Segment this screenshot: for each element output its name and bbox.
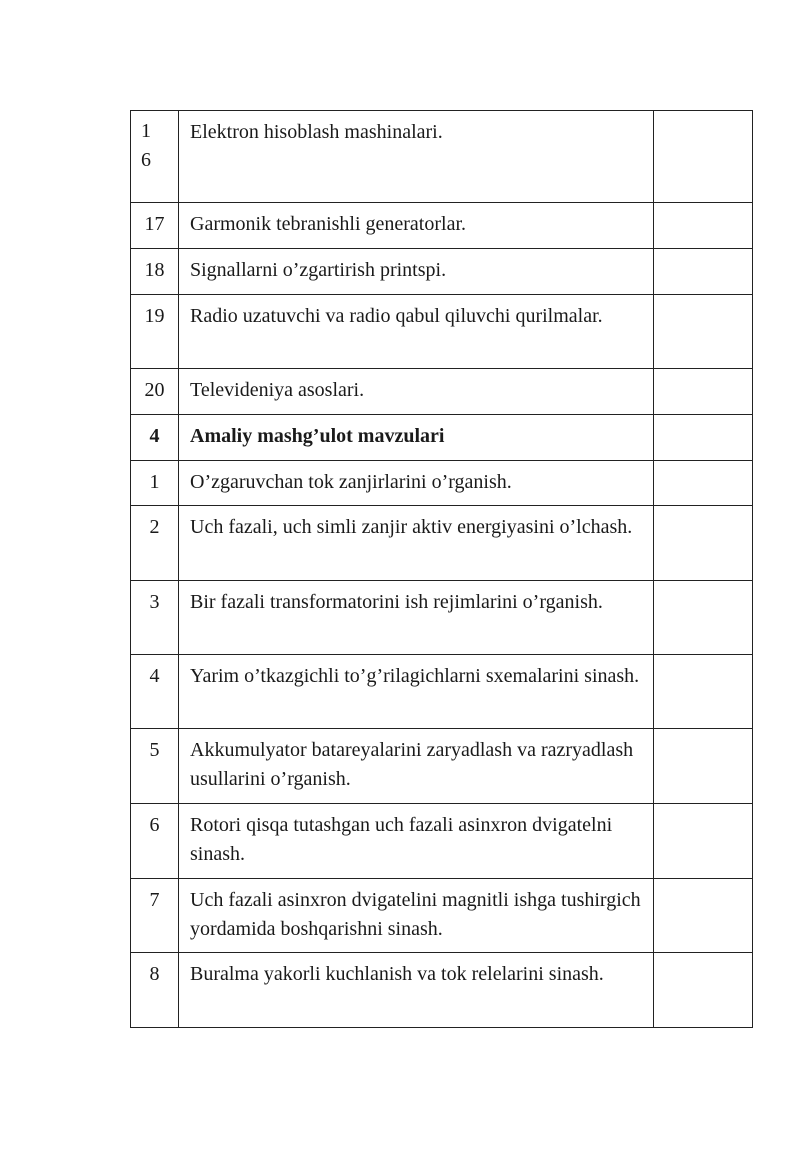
row-empty-cell [654,804,753,879]
row-number: 3 [131,581,179,655]
row-empty-cell [654,203,753,249]
row-empty-cell [654,295,753,369]
row-topic: Uch fazali, uch simli zanjir aktiv energiyasini o’lchash. [179,506,654,581]
row-number: 6 [131,804,179,879]
table-row [131,655,753,729]
row-empty-cell [654,655,753,729]
row-empty-cell [654,506,753,581]
row-empty-cell [654,111,753,203]
row-topic: Akkumulyator batareyalarini zaryadlash va razryadlash usullarini o’rganish. [179,729,654,804]
row-empty-cell [654,249,753,295]
row-empty-cell [654,953,753,1028]
topics-table [130,110,753,1028]
row-topic: Radio uzatuvchi va radio qabul qiluvchi qurilmalar. [179,295,654,369]
row-topic: Bir fazali transformatorini ish rejimlarini o’rganish. [179,581,654,655]
row-topic: Elektron hisoblash mashinalari. [179,111,654,203]
table-row [131,879,753,953]
table-row [131,111,753,203]
row-empty-cell [654,369,753,415]
row-number: 5 [131,729,179,804]
row-empty-cell [654,729,753,804]
row-topic: Buralma yakorli kuchlanish va tok relelarini sinash. [179,953,654,1028]
row-topic: Garmonik tebranishli generatorlar. [179,203,654,249]
table-row [131,804,753,879]
table-row [131,461,753,506]
row-empty-cell [654,581,753,655]
row-empty-cell [654,879,753,953]
section-number: 4 [131,415,179,461]
table-row [131,581,753,655]
section-header-row [131,415,753,461]
table-row [131,295,753,369]
row-number: 2 [131,506,179,581]
row-number: 7 [131,879,179,953]
row-topic: O’zgaruvchan tok zanjirlarini o’rganish. [179,461,654,506]
row-number-line: 1 [141,120,151,142]
section-title: Amaliy mashg’ulot mavzulari [179,415,654,461]
row-topic: Televideniya asoslari. [179,369,654,415]
table-row [131,249,753,295]
table-row [131,729,753,804]
row-empty-cell [654,461,753,506]
row-empty-cell [654,415,753,461]
row-topic: Rotori qisqa tutashgan uch fazali asinxron dvigatelni sinash. [179,804,654,879]
row-topic: Signallarni o’zgartirish printspi. [179,249,654,295]
table-row [131,953,753,1028]
table-row [131,203,753,249]
row-number-line: 6 [141,149,151,171]
table-row [131,506,753,581]
row-number: 18 [131,249,179,295]
row-number: 19 [131,295,179,369]
row-number: 4 [131,655,179,729]
row-topic: Yarim o’tkazgichli to’g’rilagichlarni sxemalarini sinash. [179,655,654,729]
row-number: 20 [131,369,179,415]
table-row [131,369,753,415]
row-topic: Uch fazali asinxron dvigatelini magnitli ishga tushirgich yordamida boshqarishni sinash. [179,879,654,953]
row-number [131,111,179,203]
row-number: 1 [131,461,179,506]
row-number: 8 [131,953,179,1028]
row-number: 17 [131,203,179,249]
